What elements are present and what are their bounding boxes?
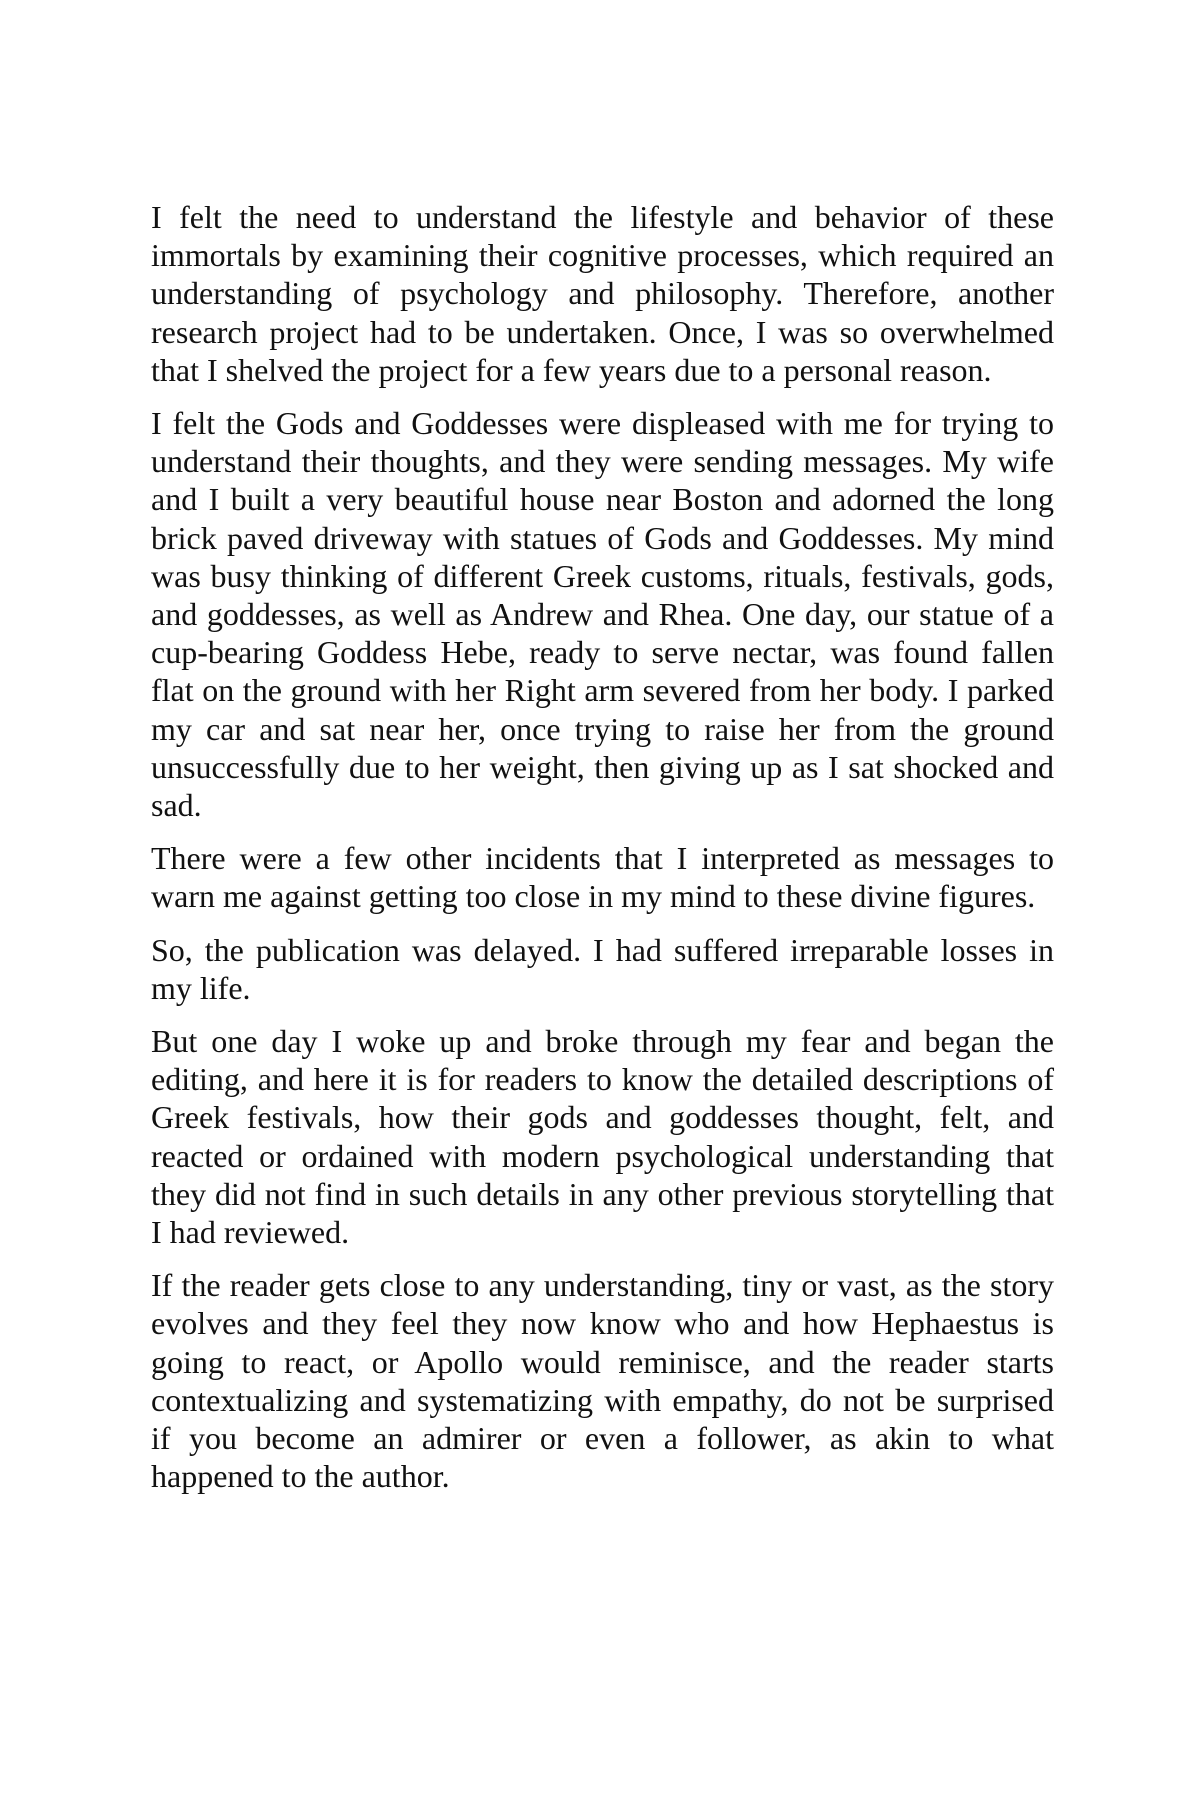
paragraph-2: I felt the Gods and Goddesses were displeased with me for trying to understand their thoughts, and they were sending messages. My wife and I built a very beautiful house near Boston and adorned the long brick paved driveway with statues of Gods and Goddesses. My mind was busy thinking of different Greek customs, rituals, festivals, gods, and goddesses, as well as Andrew and Rhea. One day, our statue of a cup-bearing Goddess Hebe, ready to serve nectar, was found fallen flat on the ground with her Right arm severed from her body. I parked my car and sat near her, once trying to raise her from the ground unsuccessfully due to her weight, then giving up as I sat shocked and sad. [151,405,1054,824]
paragraph-6: If the reader gets close to any understanding, tiny or vast, as the story evolves and they feel they now know who and how Hephaestus is going to react, or Apollo would reminisce, and the reader starts contextualizing and systematizing with empathy, do not be surprised if you become an admirer or even a follower, as akin to what happened to the author. [151,1267,1054,1495]
page-body [151,198,1054,1511]
paragraph-1: I felt the need to understand the lifestyle and behavior of these immortals by examining their cognitive processes, which required an understanding of psychology and philosophy. Therefore, another research project had to be undertaken. Once, I was so overwhelmed that I shelved the project for a few years due to a personal reason. [151,199,1054,388]
paragraph-5: But one day I woke up and broke through my fear and began the editing, and here it is for readers to know the detailed descriptions of Greek festivals, how their gods and goddesses thought, felt, and reacted or ordained with modern psychological understanding that they did not find in such details in any other previous storytelling that I had reviewed. [151,1023,1054,1251]
paragraph-3: There were a few other incidents that I interpreted as messages to warn me against getting too close in my mind to these divine figures. [151,840,1054,915]
paragraph-4: So, the publication was delayed. I had suffered irreparable losses in my life. [151,931,1054,1006]
